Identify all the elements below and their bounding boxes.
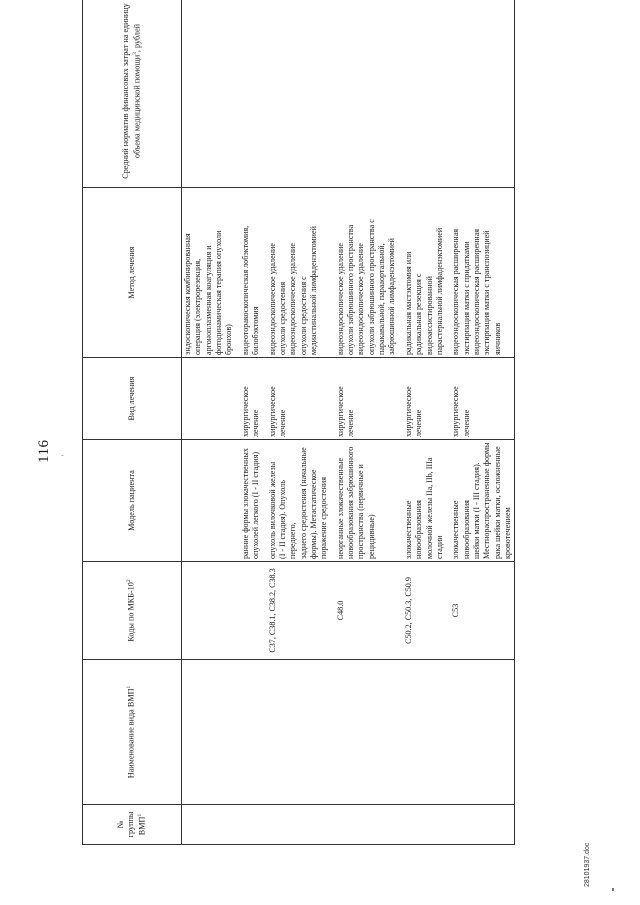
group-number-cell xyxy=(446,805,515,845)
vmp-name-cell xyxy=(446,660,515,805)
mkb-code-cell: C48.0 xyxy=(331,562,399,660)
margin-dot xyxy=(612,888,614,891)
header-row xyxy=(83,0,182,845)
treatment-method-cell: эндоскопическая комбинированная операция (электрорезекция, аргоноплазменная коагуляция и фотодинамическая терапия опухоли бронхов) xyxy=(182,188,236,358)
vmp-name-cell xyxy=(331,660,399,805)
header-patient-model: Модель пациента xyxy=(83,440,182,562)
tick-mark: ' xyxy=(60,454,69,456)
table-row xyxy=(399,0,446,845)
document-filename: 28101937.doc xyxy=(584,842,591,887)
treatment-method-cell: видеоэндоскопическое удаление опухоли забрюшинного пространства видеоэндоскопическое удаление опухоли забрюшинного пространства с паракавальной, парааортальной, забрюшинной лимфаденэктомией xyxy=(331,188,399,358)
mkb-code-cell: C53 xyxy=(446,562,515,660)
table-row xyxy=(236,0,263,845)
table-row xyxy=(446,0,515,845)
vmp-name-cell xyxy=(399,660,446,805)
treatment-method-cell: видеоэндоскопическое удаление опухоли средостения видеоэндоскопическое удаление опухоли средостения с медиастинальной лимфаденэктомией xyxy=(263,188,331,358)
treatment-kind-cell: хирургическое лечение xyxy=(446,358,515,440)
header-norm: Средний норматив финансовых затрат на единицу объема медицинской помощи$^3$, рублей xyxy=(83,0,182,188)
header-vmp-name: Наименование вида ВМП$^1$ xyxy=(83,660,182,805)
group-number-cell xyxy=(263,805,331,845)
norm-cell xyxy=(399,0,446,188)
norm-cell xyxy=(236,0,263,188)
group-number-cell xyxy=(236,805,263,845)
treatment-kind-cell xyxy=(182,358,236,440)
patient-model-cell: опухоль вилочковой железы (I - II стадия). Опухоль переднего, заднего средостения (начальные формы). Метастатическое поражение средостения xyxy=(263,440,331,562)
patient-model-cell xyxy=(182,440,236,562)
patient-model-cell: неорганные злокачественные новообразования забрюшинного пространства (первичные и рецидивные) xyxy=(331,440,399,562)
group-number-cell xyxy=(182,805,236,845)
mkb-code-cell: C50.2, C50.3, C50.9 xyxy=(399,562,446,660)
vmp-name-cell xyxy=(182,660,236,805)
page-number: 116 xyxy=(36,439,52,463)
table-row xyxy=(263,0,331,845)
table-row xyxy=(331,0,399,845)
treatment-kind-cell: хирургическое лечение xyxy=(236,358,263,440)
treatment-method-cell: видеоторакоскопическая лобэктомия, билобэктомия xyxy=(236,188,263,358)
norm-cell xyxy=(331,0,399,188)
norm-cell xyxy=(446,0,515,188)
group-number-cell xyxy=(399,805,446,845)
treatment-table xyxy=(82,0,515,845)
header-treatment-kind: Вид лечения xyxy=(83,358,182,440)
mkb-code-cell xyxy=(236,562,263,660)
vmp-name-cell xyxy=(236,660,263,805)
treatment-method-cell: радикальная мастэктомия или радикальная резекция с видеоассистированной парастернальной лимфаденэктомией xyxy=(399,188,446,358)
patient-model-cell: ранние формы злокачественных опухолей легкого (I - II стадия) xyxy=(236,440,263,562)
norm-cell xyxy=(263,0,331,188)
header-mkb-codes: Коды по МКБ-$10^2$ xyxy=(83,562,182,660)
patient-model-cell: злокачественные новообразования молочной железы IIa, IIb, IIIa стадии xyxy=(399,440,446,562)
patient-model-cell: злокачественные новообразования шейки матки (I - III стадия). Местнораспространенные формы рака шейки матки, осложненные кровотечением xyxy=(446,440,515,562)
treatment-kind-cell: хирургическое лечение xyxy=(331,358,399,440)
treatment-kind-cell: хирургическое лечение xyxy=(263,358,331,440)
treatment-kind-cell: хирургическое лечение xyxy=(399,358,446,440)
vmp-name-cell xyxy=(263,660,331,805)
treatment-method-cell: видеоэндоскопическая расширенная экстирпация матки с придатками видеоэндоскопическая расширенная экстирпация матки с транспозицией яичников xyxy=(446,188,515,358)
mkb-code-cell xyxy=(182,562,236,660)
group-number-cell xyxy=(331,805,399,845)
header-group-number: № группы ВМП$^1$ xyxy=(83,805,182,845)
header-treatment-method: Метод лечения xyxy=(83,188,182,358)
mkb-code-cell: C37, C38.1, C38.2, C38.3 xyxy=(263,562,331,660)
norm-cell xyxy=(182,0,236,188)
table-row xyxy=(182,0,236,845)
